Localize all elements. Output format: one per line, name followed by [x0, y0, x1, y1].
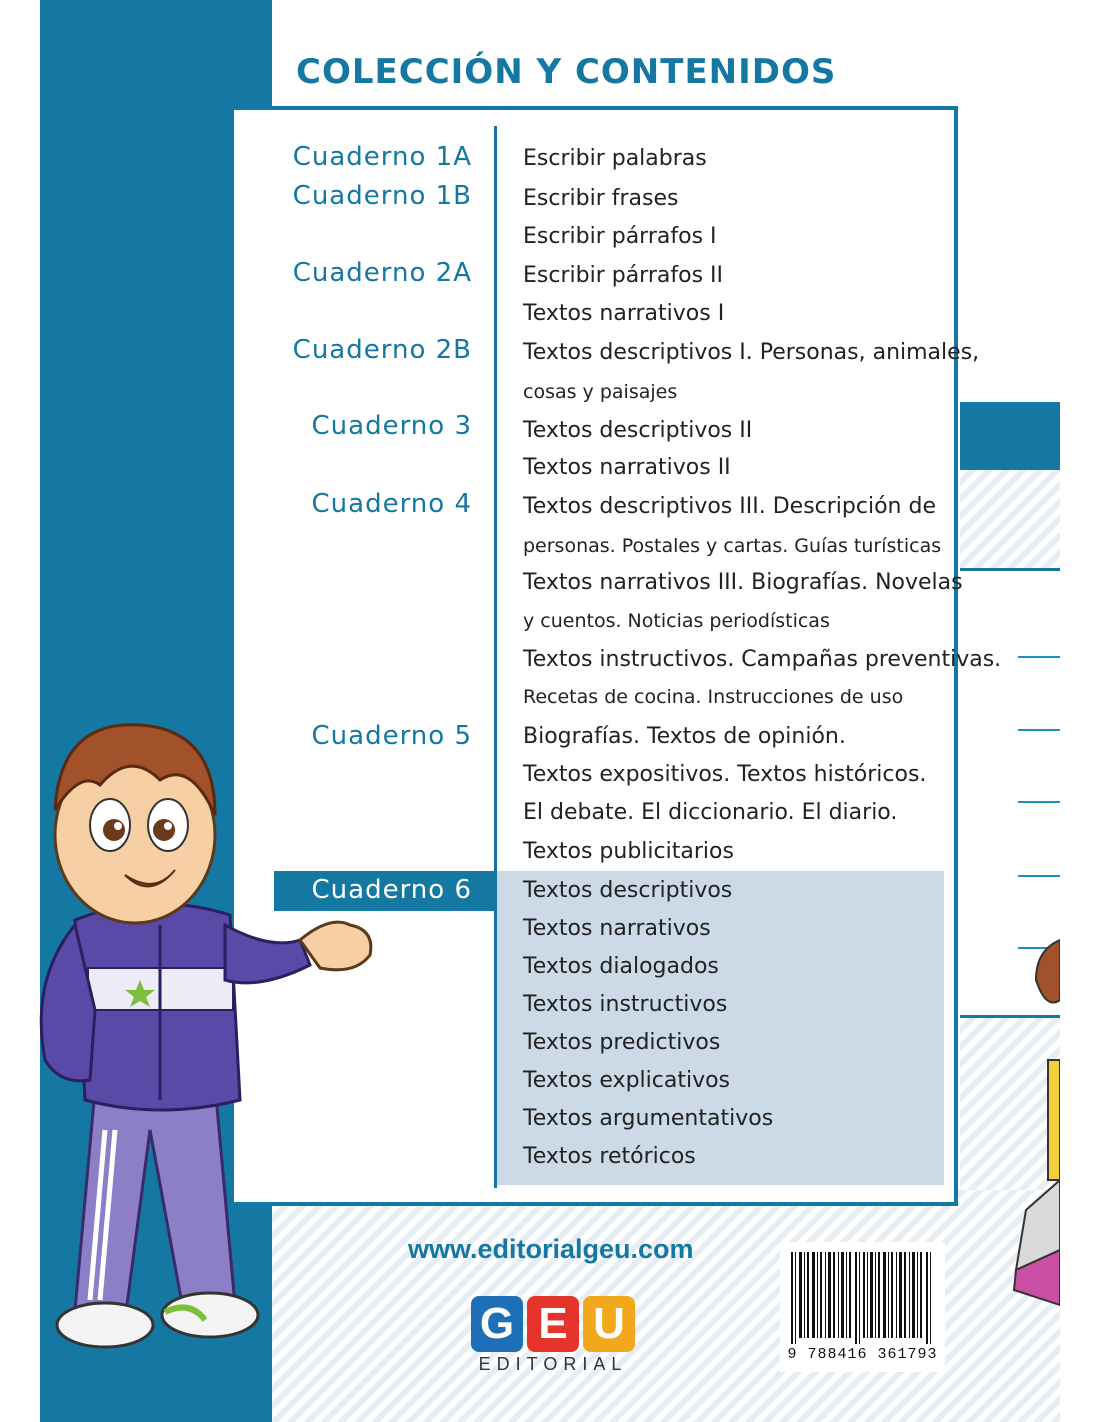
topic-line: El debate. El diccionario. El diario. — [523, 800, 898, 825]
cuaderno-label: Cuaderno 2B — [292, 335, 472, 365]
deco-line — [1018, 875, 1060, 877]
logo-subtitle: EDITORIAL — [478, 1354, 628, 1374]
isbn-barcode — [780, 1242, 945, 1372]
column-divider — [494, 126, 497, 1188]
topic-line: y cuentos. Noticias periodísticas — [523, 610, 830, 632]
topic-line: Textos narrativos I — [523, 301, 725, 326]
topic-line: personas. Postales y cartas. Guías turísticas — [523, 535, 942, 557]
topic-line: Textos dialogados — [523, 954, 719, 979]
topic-line: Escribir palabras — [523, 146, 707, 171]
topic-line: Biografías. Textos de opinión. — [523, 724, 846, 749]
cuaderno-label: Cuaderno 6 — [311, 875, 472, 905]
topic-line: Textos descriptivos I. Personas, animales, — [523, 340, 980, 365]
right-blue-band — [960, 402, 1060, 470]
topic-line: Textos descriptivos — [523, 878, 733, 903]
topic-line: Textos instructivos — [523, 992, 728, 1017]
topic-line: Textos narrativos — [523, 916, 711, 941]
topic-line: Escribir párrafos II — [523, 263, 723, 288]
topic-line: Textos explicativos — [523, 1068, 731, 1093]
deco-line — [1018, 656, 1060, 658]
isbn-number: 9 788416 361793 — [787, 1346, 938, 1363]
geu-editorial-logo — [471, 1296, 635, 1376]
logo-letter: E — [527, 1296, 579, 1352]
cartoon-boy-illustration — [0, 700, 390, 1422]
logo-letter: U — [583, 1296, 635, 1352]
topic-line: Textos predictivos — [523, 1030, 721, 1055]
cuaderno-label: Cuaderno 2A — [292, 258, 472, 288]
topic-line: Escribir frases — [523, 186, 679, 211]
cuaderno-label: Cuaderno 5 — [311, 721, 472, 751]
deco-line — [1018, 729, 1060, 731]
topic-line: Textos argumentativos — [523, 1106, 774, 1131]
topic-line: Recetas de cocina. Instrucciones de uso — [523, 686, 904, 708]
cuaderno-label: Cuaderno 3 — [311, 411, 472, 441]
website-link[interactable]: www.editorialgeu.com — [408, 1234, 694, 1264]
barcode-bars — [789, 1252, 937, 1344]
cuaderno-label: Cuaderno 1B — [292, 181, 472, 211]
cartoon-character-partial — [996, 920, 1060, 1320]
topic-line: Textos retóricos — [523, 1144, 696, 1169]
topic-line: Textos narrativos III. Biografías. Novelas — [523, 570, 963, 595]
cuaderno-label: Cuaderno 4 — [311, 489, 472, 519]
topic-line: Textos narrativos II — [523, 455, 731, 480]
topic-line: Textos publicitarios — [523, 839, 734, 864]
right-striped-panel — [960, 470, 1060, 571]
topic-line: Textos descriptivos III. Descripción de — [523, 494, 936, 519]
topic-line: Textos descriptivos II — [523, 418, 753, 443]
logo-letter: G — [471, 1296, 523, 1352]
topic-line: Escribir párrafos I — [523, 224, 717, 249]
deco-line — [1018, 801, 1060, 803]
cuaderno-label: Cuaderno 1A — [292, 142, 472, 172]
topic-line: cosas y paisajes — [523, 381, 678, 403]
topic-line: Textos instructivos. Campañas preventivas. — [523, 647, 1002, 672]
topic-line: Textos expositivos. Textos históricos. — [523, 762, 927, 787]
page-title: COLECCIÓN Y CONTENIDOS — [296, 52, 837, 92]
